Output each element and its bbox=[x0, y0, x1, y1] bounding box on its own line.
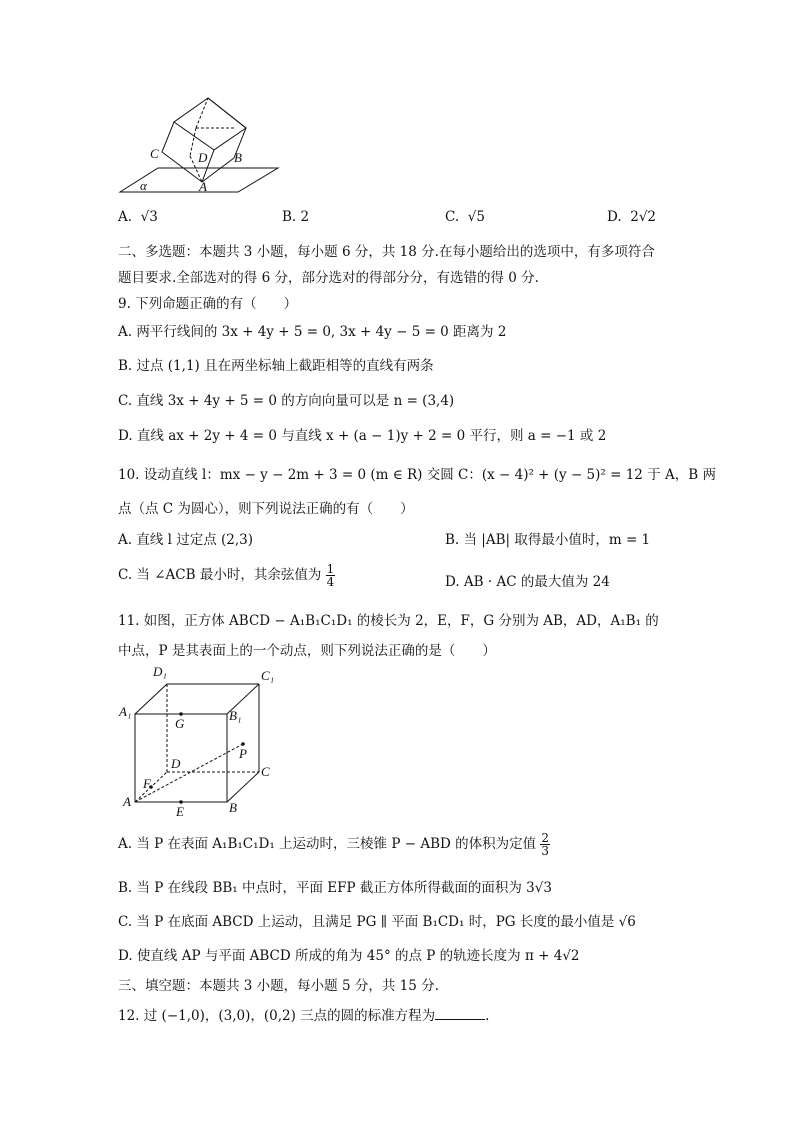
section2-heading-line2: 题目要求.全部选对的得 6 分，部分选对的得部分分，有选错的得 0 分. bbox=[118, 270, 539, 286]
label-A: A bbox=[123, 794, 131, 809]
fraction-two-thirds: $\frac{2}{3}$ bbox=[541, 831, 550, 858]
q11-stem-line2: 中点，P 是其表面上的一个动点，则下列说法正确的是（ ） bbox=[118, 643, 496, 659]
q8-option-a: A. √3 bbox=[118, 209, 158, 225]
q9-option-d: D. 直线 ax + 2y + 4 = 0 与直线 x + (a − 1)y + 2 = 0 平行，则 a = −1 或 2 bbox=[118, 428, 607, 444]
label-A: A bbox=[199, 179, 207, 194]
fraction-one-quarter: $\frac{1}{4}$ bbox=[326, 562, 335, 589]
label-A1: A₁ bbox=[119, 704, 132, 719]
q11-option-d: D. 使直线 AP 与平面 ABCD 所成的角为 45° 的点 P 的轨迹长度为 π + 4√2 bbox=[118, 948, 580, 964]
q9-option-c: C. 直线 3x + 4y + 5 = 0 的方向向量可以是 n = (3,4) bbox=[118, 393, 455, 409]
q9-option-a: A. 两平行线间的 3x + 4y + 5 = 0, 3x + 4y − 5 = 0 距离为 2 bbox=[118, 324, 507, 340]
label-C: C bbox=[150, 146, 159, 161]
label-D: D bbox=[171, 756, 181, 771]
q10-option-a: A. 直线 l 过定点 (2,3) bbox=[118, 532, 254, 548]
q10-stem-line1: 10. 设动直线 l：mx − y − 2m + 3 = 0 (m ∈ R) 交圆 C：(x − 4)² + (y − 5)² = 12 于 A，B 两 bbox=[118, 467, 716, 483]
label-F: F bbox=[143, 776, 151, 791]
label-B: B bbox=[234, 150, 242, 165]
q10-option-d: D. AB · AC 的最大值为 24 bbox=[445, 574, 610, 590]
label-alpha: α bbox=[140, 178, 147, 193]
label-D: D bbox=[198, 150, 208, 165]
q11-option-c: C. 当 P 在底面 ABCD 上运动，且满足 PG ∥ 平面 B₁CD₁ 时，PG 长度的最小值是 √6 bbox=[118, 914, 636, 930]
q10-option-c: C. 当 ∠ACB 最小时，其余弦值为 $\frac{1}{4}$ bbox=[118, 562, 335, 589]
label-B: B bbox=[229, 800, 237, 815]
q11-option-a: A. 当 P 在表面 A₁B₁C₁D₁ 上运动时，三棱锥 P − ABD 的体积为定值 $\frac{2}{3}$ bbox=[118, 831, 550, 858]
label-G: G bbox=[175, 716, 185, 731]
q8-option-d: D. 2√2 bbox=[607, 209, 657, 225]
label-E: E bbox=[176, 804, 184, 819]
q11-stem-line1: 11. 如图，正方体 ABCD − A₁B₁C₁D₁ 的棱长为 2，E，F，G 分别为 AB，AD，A₁B₁ 的 bbox=[118, 613, 659, 629]
figure-cube-on-plane bbox=[110, 90, 290, 195]
q9-stem: 9. 下列命题正确的有（ ） bbox=[118, 296, 298, 312]
label-C1: C₁ bbox=[261, 668, 275, 683]
q12-question: 12. 过 (−1,0)，(3,0)，(0,2) 三点的圆的标准方程为 . bbox=[118, 1008, 490, 1024]
q11-option-b: B. 当 P 在线段 BB₁ 中点时，平面 EFP 截正方体所得截面的面积为 3√3 bbox=[118, 880, 552, 896]
label-C: C bbox=[261, 764, 270, 779]
label-D1: D₁ bbox=[153, 664, 167, 679]
label-P: P bbox=[239, 746, 247, 761]
q10-option-b: B. 当 |AB| 取得最小值时，m = 1 bbox=[445, 532, 651, 548]
q9-option-b: B. 过点 (1,1) 且在两坐标轴上截距相等的直线有两条 bbox=[118, 358, 434, 374]
q8-option-b: B. 2 bbox=[282, 209, 310, 225]
section2-heading-line1: 二、多选题：本题共 3 小题，每小题 6 分，共 18 分.在每小题给出的选项中，有多项符合 bbox=[118, 244, 655, 260]
answer-blank[interactable] bbox=[435, 1007, 485, 1020]
q10-stem-line2: 点（点 C 为圆心），则下列说法正确的有（ ） bbox=[118, 501, 414, 517]
q8-option-c: C. √5 bbox=[445, 209, 485, 225]
figure-cube-abcd bbox=[115, 660, 285, 820]
section3-heading: 三、填空题：本题共 3 小题，每小题 5 分，共 15 分. bbox=[118, 978, 439, 994]
label-B1: B₁ bbox=[229, 708, 242, 723]
